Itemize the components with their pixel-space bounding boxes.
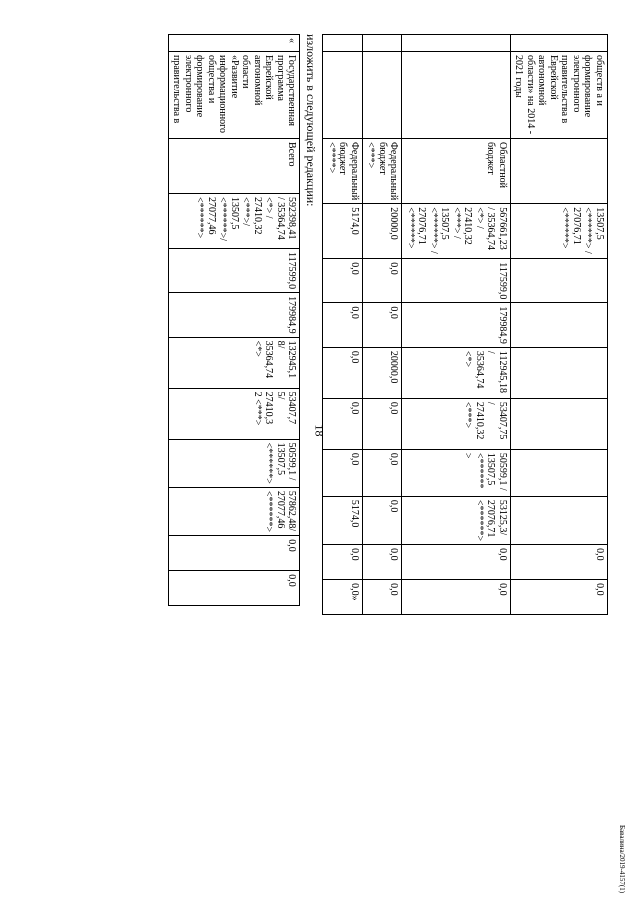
table-cell xyxy=(402,52,511,139)
table-cell: 132945,1 8/ 35364,74 <*> xyxy=(169,337,301,388)
document-code: Бавалина/2019-4157(1) xyxy=(618,824,626,893)
table-cell: 112945,18 / 35364,74 <*> xyxy=(402,347,511,398)
table-cell: 117599,0 xyxy=(402,259,511,303)
table-cell: 5174,0 xyxy=(323,204,363,259)
table-cell: 0,0 xyxy=(402,580,511,615)
table-cell xyxy=(511,496,608,544)
table-cell xyxy=(402,35,511,52)
table-cell: Федеральный бюджет <****> xyxy=(323,139,363,204)
table-cell: 53125,3/ 27076,71 <******> xyxy=(402,496,511,544)
page-number: 18 xyxy=(312,424,327,437)
table-row xyxy=(402,35,511,615)
table-cell: 5174,0 xyxy=(323,496,363,544)
budget-table-top xyxy=(323,34,609,615)
table-cell: 0,0 xyxy=(511,545,608,580)
table-cell: 0,0 xyxy=(363,259,403,303)
table-cell xyxy=(511,398,608,449)
table-cell: 0,0 xyxy=(323,303,363,348)
table-cell: 13507,5 <******> / 27076,71 <******> xyxy=(511,204,608,259)
table-cell: Государственная программа Еврейской автономной области «Развитие информационного общества и формирование электронного правительства в xyxy=(169,52,301,139)
table-cell: 0,0 xyxy=(323,398,363,449)
table-cell: 0,0 xyxy=(363,303,403,348)
table-row xyxy=(323,35,363,615)
table-cell: Всего xyxy=(169,139,301,194)
rotated-content xyxy=(88,34,608,844)
table-cell: 117599,0 xyxy=(169,249,301,293)
table-cell xyxy=(511,35,608,52)
table-cell xyxy=(363,52,403,139)
table-cell: « xyxy=(169,35,301,52)
table-cell: 0,0 xyxy=(323,545,363,580)
table-cell: 53407,75 / 27410,32 <***> xyxy=(402,398,511,449)
table-cell: 0,0 xyxy=(323,347,363,398)
table-cell: Областной бюджет xyxy=(402,139,511,204)
table-cell xyxy=(323,35,363,52)
table-cell xyxy=(511,449,608,496)
intro-text: изложить в следующей редакции: xyxy=(304,34,319,207)
table-cell: 179984,9 xyxy=(169,293,301,338)
table-cell: 0,0 xyxy=(363,545,403,580)
table-cell xyxy=(511,347,608,398)
table-cell: 0,0 xyxy=(363,580,403,615)
table-cell: 567661,23 / 35364,74 <*> / 27410,32 <***> / 13507,5 <******> / 27076,71 <******> xyxy=(402,204,511,259)
table-cell: 179984,9 xyxy=(402,303,511,348)
table-cell: 57862,48/ 27077,46 <******> xyxy=(169,487,301,535)
table-cell: 50599,1 / 13507,5 <****** > xyxy=(402,449,511,496)
table-cell: 0,0 xyxy=(511,580,608,615)
table-cell: 0,0 xyxy=(169,536,301,571)
table-cell: 0,0 xyxy=(169,571,301,606)
table-cell: 0,0 xyxy=(323,259,363,303)
table-cell: 592398,41 / 35364,74 <*> / 27410,32 <***>/ 13507,5 <******>/ 27077,46 <******> xyxy=(169,194,301,249)
table-cell: 0,0 xyxy=(402,545,511,580)
budget-table-bottom xyxy=(168,34,301,606)
table-cell: 50599,1 / 13507,5 <******> xyxy=(169,439,301,487)
table-row xyxy=(511,35,608,615)
table-cell: 53407,7 5/ 27410,3 2 <***> xyxy=(169,388,301,439)
table-row xyxy=(363,35,403,615)
table-cell: 0,0 xyxy=(363,398,403,449)
table-cell: Федеральный бюджет <***> xyxy=(363,139,403,204)
table-cell: 0,0» xyxy=(323,580,363,615)
table-cell: 20000,0 xyxy=(363,347,403,398)
table-cell xyxy=(511,303,608,348)
table-cell xyxy=(511,259,608,303)
table-cell xyxy=(363,35,403,52)
table-cell: 20000,0 xyxy=(363,204,403,259)
table-cell: обществ а и формирование электронного правительства в Еврейской автономной области» на 2014 - 2021 годы xyxy=(511,52,608,139)
table-cell xyxy=(323,52,363,139)
table-row xyxy=(169,35,301,606)
table-cell xyxy=(511,139,608,204)
table-cell: 0,0 xyxy=(363,496,403,544)
table-cell: 0,0 xyxy=(363,449,403,496)
table-cell: 0,0 xyxy=(323,449,363,496)
